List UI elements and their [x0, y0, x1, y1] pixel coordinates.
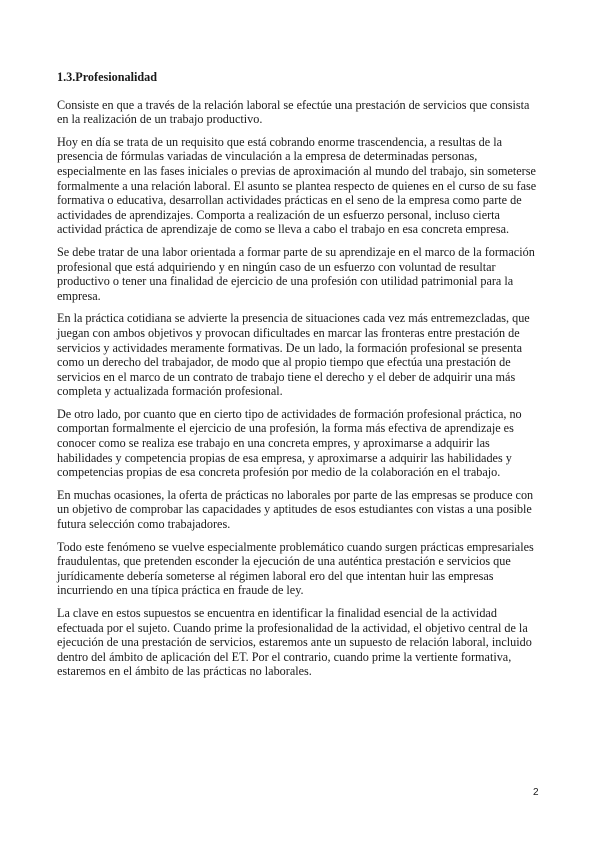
paragraph-7: Todo este fenómeno se vuelve especialmente problemático cuando surgen prácticas empresariales fraudulentas, que pretenden esconder la ejecución de una auténtica prestación e servicios que jurídicamente debería someterse al régimen laboral ero del que intentan huir las empresas incurriendo en una típica práctica en fraude de ley.: [57, 539, 534, 598]
page-number: 2: [533, 787, 539, 798]
paragraph-6: En muchas ocasiones, la oferta de prácticas no laborales por parte de las empresas se produce con un objetivo de comprobar las capacidades y aptitudes de esos estudiantes con vistas a una posible futura selección como trabajadores.: [57, 487, 534, 532]
paragraph-2: Hoy en día se trata de un requisito que está cobrando enorme trascendencia, a resultas de la presencia de fórmulas variadas de vinculación a la empresa de determinadas personas, especialmente en las fases iniciales o previas de aproximación al mundo del trabajo, sin someterse formalmente a una relación laboral. El asunto se plantea respecto de quienes en el curso de su fase formativa o educativa, desarrollan actividades prácticas en el seno de la empresa como parte de actividades de aprendizajes. Comporta a realización de un esfuerzo personal, incluso cierta actividad práctica de aprendizaje de como se lleva a cabo el trabajo en esa concreta empresa.: [57, 134, 537, 237]
page-content: [57, 70, 541, 687]
paragraph-5: De otro lado, por cuanto que en cierto tipo de actividades de formación profesional práctica, no comportan formalmente el ejercicio de una profesión, la forma más efectiva de aprendizaje es conocer como se realiza ese trabajo en una concreta empres, y aproximarse a adquirir las habilidades y competencia propias de esa empresa, y aproximarse a adquirir las habilidades y competencias propias de esa concreta profesión por medio de la colaboración en el trabajo.: [57, 406, 522, 480]
paragraph-8: La clave en estos supuestos se encuentra en identificar la finalidad esencial de la actividad efectuada por el sujeto. Cuando prime la profesionalidad de la actividad, el objetivo central de la ejecución de una prestación de servicios, estaremos ante un supuesto de relación laboral, incluido dentro del ámbito de aplicación del ET. Por el contrario, cuando prime la vertiente formativa, estaremos en el ámbito de las prácticas no laborales.: [57, 606, 532, 679]
paragraph-4: En la práctica cotidiana se advierte la presencia de situaciones cada vez más entremezcladas, que juegan con ambos objetivos y provocan dificultades en marcar las fronteras entre prestación de servicios y actividades meramente formativas. De un lado, la formación profesional se presenta como un derecho del trabajador, de modo que al propio tiempo que efectúa una prestación de servicios en el marco de un contrato de trabajo tiene el derecho y el deber de adquirir una más completa y actualizada formación profesional.: [57, 311, 530, 399]
paragraph-3: Se debe tratar de una labor orientada a formar parte de su aprendizaje en el marco de la formación profesional que está adquiriendo y en ningún caso de un esfuerzo con voluntad de resultar productivo o tener una finalidad de ejercicio de una profesión con utilidad patrimonial para la empresa.: [57, 244, 535, 303]
section-heading: 1.3.Profesionalidad: [57, 70, 157, 84]
paragraph-1: Consiste en que a través de la relación laboral se efectúe una prestación de servicios que consista en la realización de un trabajo productivo.: [57, 97, 530, 127]
